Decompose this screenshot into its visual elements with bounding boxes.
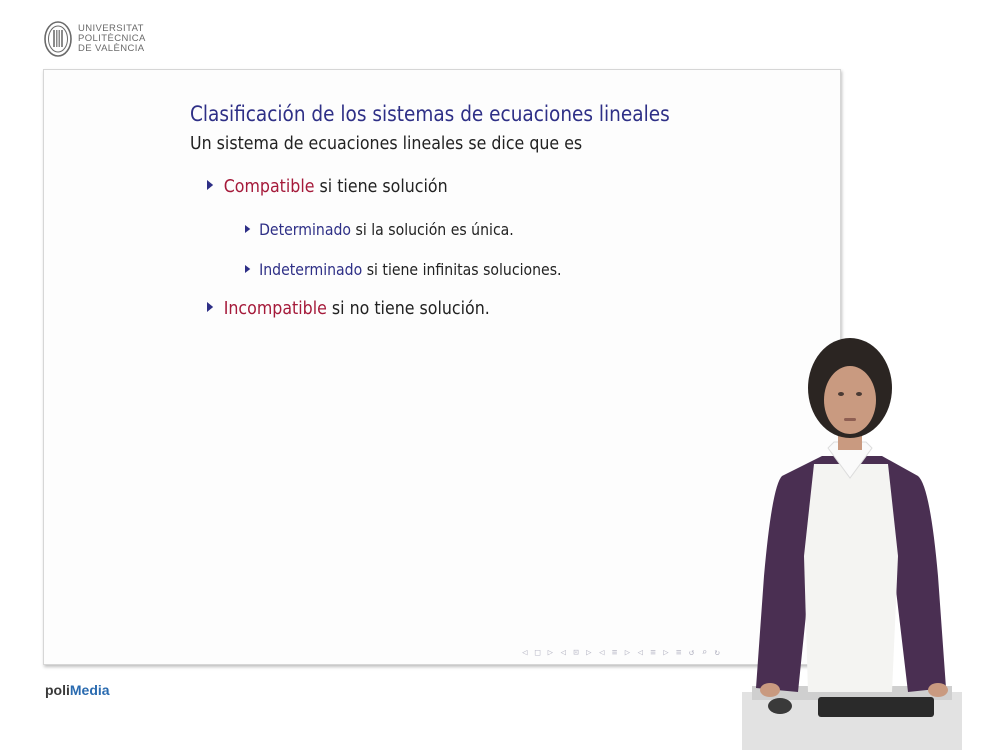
list-item-incompatible [207, 298, 490, 319]
list-item-indeterminado [245, 260, 562, 279]
polimedia-logo [45, 682, 110, 698]
university-name-line1: UNIVERSITAT [78, 23, 144, 34]
bullet-triangle-icon [207, 302, 213, 312]
university-name-line2: POLITÈCNICA [78, 33, 146, 44]
brand-accent: Media [69, 682, 110, 698]
term-determinado: Determinado [259, 220, 352, 239]
term-compatible: Compatible [223, 176, 315, 197]
slide-title: Clasificación de los sistemas de ecuaciones lineales [190, 102, 670, 126]
item-text: si tiene infinitas soluciones. [362, 260, 562, 279]
slide [43, 69, 841, 665]
list-item-determinado [245, 220, 514, 239]
beamer-navigation-bar[interactable]: ◁ □ ▷ ◁ ⊡ ▷ ◁ ≡ ▷ ◁ ≡ ▷ ≡ ↺ ⌕ ↻ [522, 648, 721, 658]
item-text: si la solución es única. [351, 220, 514, 239]
list-item-compatible [207, 176, 448, 197]
bullet-triangle-icon [245, 265, 250, 273]
term-incompatible: Incompatible [223, 298, 327, 319]
term-indeterminado: Indeterminado [259, 260, 363, 279]
university-logo [44, 20, 146, 58]
brand-prefix: poli [45, 682, 70, 698]
item-text: si no tiene solución. [326, 298, 490, 319]
university-name-line3: DE VALÈNCIA [78, 43, 145, 54]
bullet-triangle-icon [245, 225, 250, 233]
presenter-figure [742, 336, 962, 750]
slide-intro: Un sistema de ecuaciones lineales se dice que es [190, 133, 583, 154]
university-seal-icon [44, 20, 72, 58]
item-text: si tiene solución [314, 176, 448, 197]
bullet-triangle-icon [207, 180, 213, 190]
university-name [78, 24, 146, 54]
